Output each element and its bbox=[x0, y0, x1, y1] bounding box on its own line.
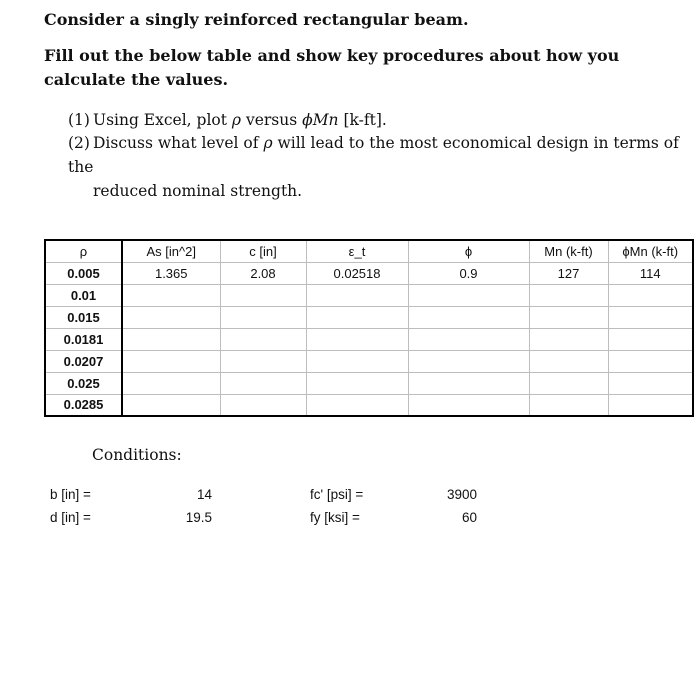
cell-epsilon-t[interactable] bbox=[306, 306, 408, 328]
cell-c[interactable] bbox=[220, 350, 306, 372]
cell-rho: 0.0285 bbox=[45, 394, 122, 416]
cell-epsilon-t[interactable] bbox=[306, 328, 408, 350]
cell-mn[interactable] bbox=[529, 372, 608, 394]
task-2 bbox=[68, 131, 684, 203]
cell-c[interactable] bbox=[220, 394, 306, 416]
cell-phimn[interactable] bbox=[608, 394, 693, 416]
table-row bbox=[45, 306, 693, 328]
cell-phi[interactable] bbox=[408, 284, 529, 306]
cell-as[interactable] bbox=[122, 306, 220, 328]
cell-phimn[interactable] bbox=[608, 350, 693, 372]
cell-phimn[interactable] bbox=[608, 306, 693, 328]
cell-as: 1.365 bbox=[122, 262, 220, 284]
instructions: Fill out the below table and show key procedures about how you calculate the values. bbox=[44, 46, 620, 89]
cell-phimn[interactable] bbox=[608, 372, 693, 394]
data-table bbox=[44, 239, 694, 417]
task-1-text-b: versus bbox=[241, 111, 303, 129]
cell-c: 2.08 bbox=[220, 262, 306, 284]
b-label: b [in] = bbox=[50, 487, 91, 502]
task-1-number: (1) bbox=[68, 111, 90, 129]
cell-phimn[interactable] bbox=[608, 284, 693, 306]
cell-mn[interactable] bbox=[529, 306, 608, 328]
task-2-rho: ρ bbox=[263, 134, 273, 152]
table-row bbox=[45, 372, 693, 394]
table-row bbox=[45, 350, 693, 372]
header-rho: ρ bbox=[45, 240, 122, 262]
task-2-text-b: will lead to the most economical design in terms of the bbox=[68, 134, 679, 176]
cell-mn[interactable] bbox=[529, 394, 608, 416]
header-mn: Mn (k-ft) bbox=[529, 240, 608, 262]
cell-c[interactable] bbox=[220, 328, 306, 350]
cell-as[interactable] bbox=[122, 372, 220, 394]
cell-phimn: 114 bbox=[608, 262, 693, 284]
fc-value: 3900 bbox=[446, 487, 477, 502]
header-as: As [in^2] bbox=[122, 240, 220, 262]
task-1-text-c: [k-ft]. bbox=[338, 111, 387, 129]
cell-mn[interactable] bbox=[529, 328, 608, 350]
header-c: c [in] bbox=[220, 240, 306, 262]
cell-rho: 0.015 bbox=[45, 306, 122, 328]
task-2-text-a: Discuss what level of bbox=[93, 134, 264, 152]
cell-phi: 0.9 bbox=[408, 262, 529, 284]
task-2-continuation: reduced nominal strength. bbox=[93, 182, 303, 200]
fy-value: 60 bbox=[461, 510, 477, 525]
cell-c[interactable] bbox=[220, 284, 306, 306]
cell-epsilon-t[interactable] bbox=[306, 394, 408, 416]
task-1-phimn: ϕMn bbox=[302, 111, 339, 129]
header-phimn: ϕMn (k-ft) bbox=[608, 240, 693, 262]
cell-phi[interactable] bbox=[408, 372, 529, 394]
table-row bbox=[45, 284, 693, 306]
cell-rho: 0.01 bbox=[45, 284, 122, 306]
cell-phimn[interactable] bbox=[608, 328, 693, 350]
cell-phi[interactable] bbox=[408, 350, 529, 372]
cell-c[interactable] bbox=[220, 372, 306, 394]
cell-mn: 127 bbox=[529, 262, 608, 284]
table-row bbox=[45, 394, 693, 416]
table-header-row bbox=[45, 240, 693, 262]
task-2-number: (2) bbox=[68, 134, 90, 152]
cell-c[interactable] bbox=[220, 306, 306, 328]
header-epsilon-t: ε_t bbox=[306, 240, 408, 262]
cell-as[interactable] bbox=[122, 328, 220, 350]
cell-epsilon-t[interactable] bbox=[306, 350, 408, 372]
cell-mn[interactable] bbox=[529, 284, 608, 306]
task-1-rho: ρ bbox=[231, 111, 242, 129]
fc-label: fc' [psi] = bbox=[310, 487, 364, 502]
cell-rho: 0.005 bbox=[45, 262, 122, 284]
cell-as[interactable] bbox=[122, 284, 220, 306]
cell-rho: 0.0181 bbox=[45, 328, 122, 350]
cell-as[interactable] bbox=[122, 350, 220, 372]
cell-as[interactable] bbox=[122, 394, 220, 416]
d-value: 19.5 bbox=[185, 510, 212, 525]
cell-phi[interactable] bbox=[408, 306, 529, 328]
b-value: 14 bbox=[196, 487, 212, 502]
fy-label: fy [ksi] = bbox=[310, 510, 360, 525]
cell-epsilon-t[interactable] bbox=[306, 284, 408, 306]
cell-mn[interactable] bbox=[529, 350, 608, 372]
table-row bbox=[45, 328, 693, 350]
cell-rho: 0.0207 bbox=[45, 350, 122, 372]
cell-rho: 0.025 bbox=[45, 372, 122, 394]
page-title: Consider a singly reinforced rectangular beam. bbox=[44, 10, 469, 29]
cell-epsilon-t: 0.02518 bbox=[306, 262, 408, 284]
d-label: d [in] = bbox=[50, 510, 91, 525]
cell-epsilon-t[interactable] bbox=[306, 372, 408, 394]
cell-phi[interactable] bbox=[408, 328, 529, 350]
conditions-heading: Conditions: bbox=[92, 446, 182, 464]
header-phi: ϕ bbox=[408, 240, 529, 262]
task-1 bbox=[68, 108, 387, 132]
cell-phi[interactable] bbox=[408, 394, 529, 416]
task-1-text-a: Using Excel, plot bbox=[93, 111, 232, 129]
table-row bbox=[45, 262, 693, 284]
